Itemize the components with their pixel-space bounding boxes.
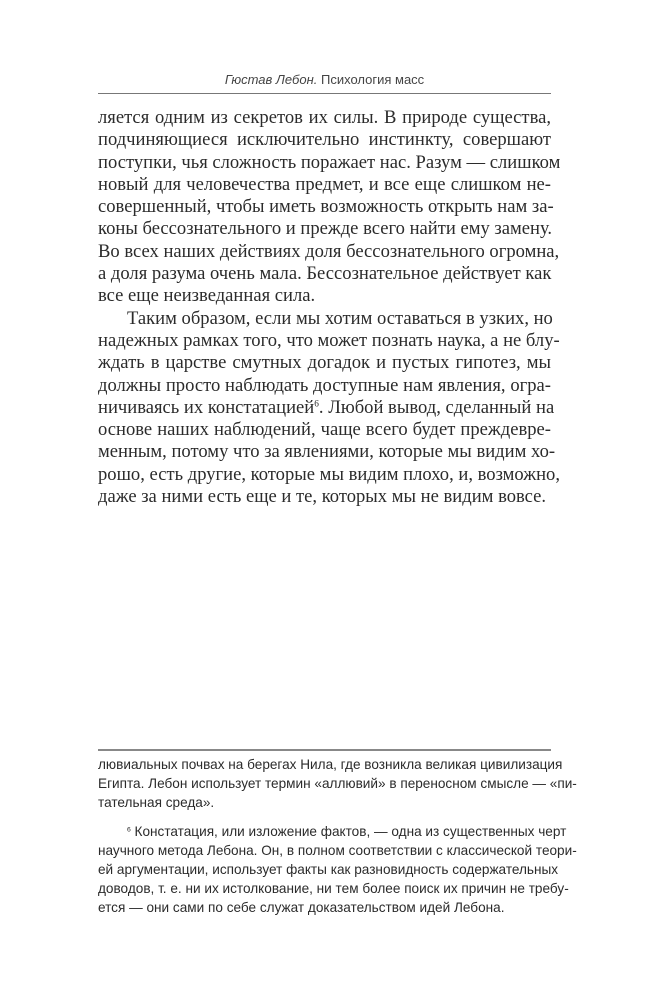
line-text: менным, потому что за явлениями, которые мы видим хо- <box>98 441 556 463</box>
text-line <box>98 898 551 917</box>
footnote-marker: 6 <box>127 825 131 833</box>
line-text: Констатация, или изложение фактов, — одна из существенных черт <box>130 823 567 839</box>
text-line <box>98 441 556 463</box>
line-text: тательная среда». <box>98 795 215 811</box>
line-text: ей аргументации, использует факты как разновидность содержательных <box>98 861 559 877</box>
header-rule <box>98 93 551 94</box>
line-text: доводов, т. е. ни их истолкование, ни тем более поиск их причин не требу- <box>98 881 569 897</box>
text-line <box>98 879 569 898</box>
footnote-gap <box>98 813 551 822</box>
footnote-rule <box>98 749 551 751</box>
line-text: даже за ними есть еще и те, которых мы не видим вовсе. <box>98 486 547 508</box>
line-text: рошо, есть другие, которые мы видим плохо, и, возможно, <box>98 463 561 485</box>
text-line <box>98 218 551 240</box>
line-text: Египта. Лебон использует термин «аллювий» в переносном смысле — «пи- <box>98 776 577 792</box>
line-text: должны просто наблюдать доступные нам явления, огра- <box>98 374 551 396</box>
line-text: Таким образом, если мы хотим оставаться в узких, но <box>127 307 553 329</box>
line-text: надежных рамках того, что может познать наука, а не блу- <box>98 329 560 351</box>
footnote <box>98 755 577 813</box>
line-text: коны бессознательного и прежде всего найти ему замену. <box>98 218 553 240</box>
text-line <box>98 860 559 879</box>
line-text: ляется одним из секретов их силы. В природе существа, <box>98 107 551 128</box>
running-header <box>98 72 551 87</box>
text-line <box>98 755 563 774</box>
text-line <box>98 774 577 793</box>
paragraph <box>98 107 561 308</box>
line-text: научного метода Лебона. Он, в полном соответствии с классической теори- <box>98 842 577 858</box>
text-line <box>98 240 560 263</box>
line-text: поступки, чья сложность поражает нас. Разум — слишком <box>98 151 561 173</box>
footnote-marker: 6 <box>314 399 319 410</box>
text-line <box>98 419 551 441</box>
text-line <box>98 329 560 352</box>
text-line <box>98 196 554 218</box>
line-text: ждать в царстве смутных догадок и пустых гипотез, мы <box>98 352 551 374</box>
text-line <box>98 174 551 196</box>
footnotes <box>98 755 577 918</box>
text-line <box>98 841 577 860</box>
main-text <box>98 107 561 508</box>
line-text: Во всех наших действиях доля бессознательного огромна, <box>98 240 560 262</box>
header-title: Психология масс <box>320 72 425 87</box>
text-line <box>98 486 551 508</box>
text-line <box>98 352 551 374</box>
line-text: . Любой вывод, сделанный на <box>318 396 555 418</box>
text-line <box>98 308 551 330</box>
text-line <box>98 285 551 307</box>
line-text: а доля разума очень мала. Бессознательное действует как <box>98 263 552 285</box>
line-text: основе наших наблюдений, чаще всего будет преждевре- <box>98 419 551 441</box>
text-line <box>98 263 551 285</box>
line-text: все еще неизведанная сила. <box>98 285 316 307</box>
footnote <box>98 822 577 918</box>
line-text: ется — они сами по себе служат доказательством идей Лебона. <box>98 900 505 916</box>
line-text: новый для человечества предмет, и все еще слишком не- <box>98 173 551 195</box>
header-author: Гюстав Лебон. <box>224 72 318 87</box>
text-line <box>98 129 551 151</box>
paragraph <box>98 307 561 509</box>
text-line <box>98 793 551 812</box>
text-line <box>98 822 567 841</box>
text-line <box>98 396 555 419</box>
text-line <box>98 375 551 397</box>
line-text: подчиняющиеся исключительно инстинкту, совершают <box>98 129 551 151</box>
line-text: лювиальных почвах на берегах Нила, где возникла великая цивилизация <box>98 757 563 772</box>
line-text: совершенный, чтобы иметь возможность открыть нам за- <box>98 196 554 218</box>
text-line <box>98 151 561 174</box>
line-text: ничиваясь их констатацией <box>98 396 315 418</box>
text-line <box>98 107 551 129</box>
text-line <box>98 463 561 486</box>
